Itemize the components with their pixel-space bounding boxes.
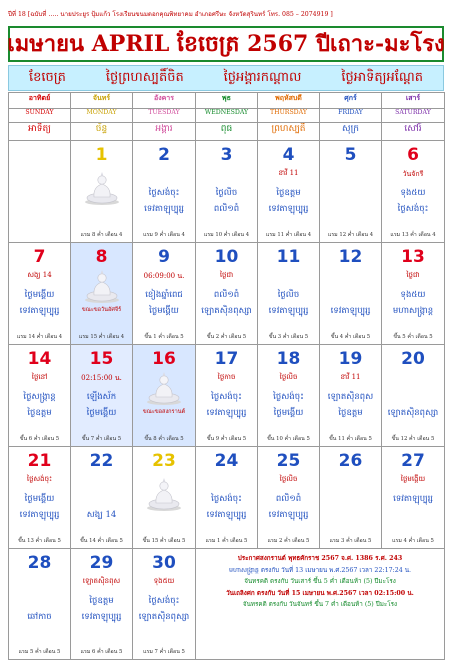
day-number: 7: [33, 247, 46, 267]
day-number: 16: [152, 349, 176, 369]
lunar-date: แรม 4 ค่ำ เดือน 5: [392, 538, 434, 544]
banner-item: ថ្ងៃព្រហស្បតិ៍ចិត: [105, 69, 184, 85]
day-note-l3: ឆៅកាច: [27, 612, 52, 622]
day-note-l1: ថ្ងៃជា: [406, 271, 420, 279]
day-cell: [9, 447, 71, 549]
day-note-l2: ថ្ងៃមង្គើយ: [24, 290, 55, 300]
lunar-date: แรม 10 ค่ำ เดือน 4: [203, 232, 250, 238]
day-note-l2: ថ្ងៃលិច: [277, 290, 300, 300]
holiday-note: ขณะขอวันอัศจีร์: [81, 307, 122, 313]
day-note-l2: ថ្ងៃសង្ក្រាន្ត: [23, 392, 56, 402]
day-note-l3: ថ្ងៃឧត្តម: [338, 408, 363, 418]
day-note-l1: ទុង៥យ: [153, 577, 175, 585]
day-number: 26: [338, 451, 363, 471]
lunar-date: แรม 3 ค่ำ เดือน 5: [329, 538, 372, 544]
day-note-l3: ទេវតាឡុប្បុរ្ស: [144, 204, 184, 214]
day-number: 28: [27, 553, 52, 573]
buddha-icon: [145, 477, 183, 511]
day-cell: [196, 141, 258, 243]
day-note-l1: ថ្ងៃលិច: [279, 475, 298, 483]
lunar-date: แรม 15 ค่ำ เดือน 4: [78, 334, 125, 340]
day-note-l3: ពលិ១ពំ: [213, 204, 240, 214]
weekday-khmer: សុក្រ: [320, 123, 382, 141]
day-number: 22: [89, 451, 114, 471]
banner-item: ខែចេត្រ: [28, 69, 66, 85]
day-note-l3: ទេវតាឡុប្បុរ្ស: [81, 612, 122, 622]
day-note-l1: សង្ឃ 14: [27, 271, 52, 279]
day-note-l3: ទេវតាឡុប្បុរ្ស: [268, 510, 309, 520]
day-cell: [382, 447, 445, 549]
lunar-date: แรม 8 ค่ำ เดือน 4: [80, 232, 123, 238]
lunar-date: แรม 14 ค่ำ เดือน 4: [16, 334, 63, 340]
day-cell: [382, 141, 445, 243]
day-cell: [196, 345, 258, 447]
lunar-date: แรม 2 ค่ำ เดือน 5: [267, 538, 310, 544]
buddha-icon: [83, 171, 121, 205]
day-note-l2: ឡោតស៊ិនពុស: [327, 392, 374, 402]
day-cell: [133, 345, 196, 447]
day-note-l3: មហាសង្ក្រាន្ត: [392, 306, 434, 316]
day-note-l3: សង្ឃ 14: [86, 510, 117, 520]
weekday-thai: อังคาร: [133, 93, 196, 109]
day-cell: [258, 447, 320, 549]
day-note-l2: ថ្ងៃសង់ចុះ: [211, 494, 242, 504]
week-row: [9, 447, 445, 549]
day-cell: [71, 243, 133, 345]
day-number: 11: [276, 247, 301, 267]
weekday-english: TUESDAY: [133, 109, 196, 123]
day-number: 2: [158, 145, 170, 165]
day-note-l2: ថ្ងៃសង់ចុះ: [273, 392, 304, 402]
songkran-info: [200, 553, 440, 611]
day-note-l3: ថ្ងៃមង្គើយ: [86, 408, 117, 418]
day-note-l2: ទុង៥យ: [400, 188, 426, 198]
day-number: 27: [401, 451, 425, 471]
day-number: 13: [401, 247, 425, 267]
weekday-khmer: ព្រហស្បតិ៍: [258, 123, 320, 141]
page-title: เมษายน APRIL ខែចេត្រ 2567 ปีเถาะ-มะโรง: [7, 31, 445, 57]
day-note-l3: ទេវតាឡុប្បុរ្ស: [19, 306, 60, 316]
day-note-l3: ទេវតាឡុប្បុរ្ស: [330, 306, 371, 316]
day-cell: [9, 345, 71, 447]
day-note-l2: ថ្ងៃឧត្តម: [89, 596, 114, 606]
day-note-l2: ពលិ១ពំ: [275, 494, 302, 504]
weekday-khmer: អាទិត្យ: [9, 123, 71, 141]
weekday-english: SATURDAY: [382, 109, 445, 123]
day-note-l1: ថ្ងៃមង្គើយ: [400, 475, 426, 483]
lunar-date: ขึ้น 14 ค่ำ เดือน 5: [80, 538, 123, 544]
day-cell: [382, 243, 445, 345]
calendar-grid: [8, 92, 445, 660]
day-note-l1: ឡោតស៊ិនពុស: [82, 577, 121, 585]
info-line4: วันเถลิงศก ตรงกับ วันที่ 15 เมษายน พ.ศ.2567 เวลา 02:15:00 น.: [226, 589, 414, 597]
day-cell: [133, 243, 196, 345]
day-number: 20: [401, 349, 425, 369]
songkran-info-cell: [196, 549, 445, 660]
day-number: 29: [89, 553, 114, 573]
day-cell: [71, 447, 133, 549]
day-number: 9: [158, 247, 170, 267]
week-row: [9, 141, 445, 243]
day-number: 25: [276, 451, 301, 471]
title-box: [8, 26, 444, 62]
day-number: 30: [152, 553, 176, 573]
day-note-l3: ថ្ងៃឧត្តម: [27, 408, 52, 418]
day-note-l3: ទេវតាឡុប្បុរ្ស: [206, 510, 247, 520]
day-cell: [133, 549, 196, 660]
day-note-l1: 02:15:00 น.: [81, 374, 122, 382]
day-cell: [9, 549, 71, 660]
lunar-date: ขึ้น 10 ค่ำ เดือน 5: [267, 436, 310, 442]
day-number: 12: [338, 247, 363, 267]
day-note-l2: ខៀងឆ្នាំពេជ: [145, 290, 183, 300]
day-cell: [9, 243, 71, 345]
day-number: 19: [338, 349, 363, 369]
lunar-date: ขึ้น 7 ค่ำ เดือน 5: [81, 436, 122, 442]
day-number: 5: [344, 145, 357, 165]
info-line3: จันทรคติ ตรงกับ วันเสาร์ ขึ้น 5 ค่ำ เดือนห้า (5) ปีมะโรง: [244, 578, 396, 585]
day-note-l1: ថ្ងៃលិច: [279, 373, 298, 381]
weekday-thai: พฤหัสบดี: [258, 93, 320, 109]
day-cell: [71, 345, 133, 447]
day-cell: [258, 243, 320, 345]
weekday-english: SUNDAY: [9, 109, 71, 123]
lunar-date: แรม 11 ค่ำ เดือน 4: [265, 232, 312, 238]
day-number: 21: [27, 451, 52, 471]
day-number: 10: [214, 247, 239, 267]
day-note-l2: ទេវតាឡុប្បុរ្ស: [393, 494, 433, 504]
lunar-date: ขึ้น 12 ค่ำ เดือน 5: [391, 436, 435, 442]
day-number: 14: [27, 349, 52, 369]
day-note-l3: ឡោតស៊ិនពុស្សា: [201, 306, 252, 316]
banner-item: ថ្ងៃអង្គារកណ្ដាល: [223, 69, 302, 85]
weekday-thai: ศุกร์: [320, 93, 382, 109]
day-cell: [320, 243, 382, 345]
day-number: 3: [220, 145, 233, 165]
day-note-l1: ថ្ងៃកាច: [217, 373, 236, 381]
weekday-thai-row: [9, 93, 445, 109]
day-cell: [320, 345, 382, 447]
week-row: [9, 549, 445, 660]
khmer-banner: [8, 65, 444, 91]
day-cell: [258, 345, 320, 447]
day-number: 23: [152, 451, 176, 471]
day-note-l1: 06:09:00 น.: [143, 272, 185, 280]
day-note-l2: ថ្ងៃសង់ចុះ: [211, 392, 242, 402]
day-note-l3: ឡោតស៊ិនពុស្សា: [387, 408, 439, 418]
lunar-date: แรม 13 ค่ำ เดือน 4: [390, 232, 436, 238]
day-cell: [71, 141, 133, 243]
lunar-date: แรม 12 ค่ำ เดือน 4: [327, 232, 374, 238]
day-note-l1: ខាវី 11: [278, 169, 299, 177]
weekday-english-row: [9, 109, 445, 123]
lunar-date: ขึ้น 3 ค่ำ เดือน 5: [268, 334, 309, 340]
day-note-l3: ថ្ងៃមង្គើយ: [273, 408, 304, 418]
weekday-khmer: អង្គារ: [133, 123, 196, 141]
lunar-date: ขึ้น 11 ค่ำ เดือน 5: [329, 436, 372, 442]
day-note-l1: ថ្ងៃនៅ: [31, 373, 48, 381]
lunar-date: ขึ้น 6 ค่ำ เดือน 5: [19, 436, 60, 442]
weekday-khmer-row: [9, 123, 445, 141]
day-cell: [258, 141, 320, 243]
weekday-english: FRIDAY: [320, 109, 382, 123]
lunar-date: แรม 6 ค่ำ เดือน 5: [80, 649, 123, 655]
day-note-l2: ថ្ងៃឧត្តម: [276, 188, 301, 198]
weekday-thai: พุธ: [196, 93, 258, 109]
weekday-english: THURSDAY: [258, 109, 320, 123]
weekday-khmer: ច័ន្ទ: [71, 123, 133, 141]
day-number: 18: [276, 349, 301, 369]
header-note: ปีที่ 18 [ฉบับที่ ….. นายประยูร ปุ้มแก้ว โรงเรียนขนมดอกคุณพิทยาคม อำเภอศรีษะ จังหวัดสุรินทร์ โทร. 085 – 2074919 ]: [8, 11, 333, 18]
lunar-date: แรม 7 ค่ำ เดือน 5: [143, 649, 185, 655]
buddha-icon: [83, 269, 121, 303]
day-note-l3: ថ្ងៃមង្គើយ: [149, 306, 179, 316]
weekday-thai: อาทิตย์: [9, 93, 71, 109]
day-note-l1: ថ្ងៃសង់ចុះ: [26, 475, 53, 483]
lunar-date: แรม 5 ค่ำ เดือน 5: [18, 649, 61, 655]
day-note-l2: ថ្ងៃសង់ចុះ: [148, 596, 180, 606]
weekday-english: WEDNESDAY: [196, 109, 258, 123]
day-number: 17: [214, 349, 239, 369]
day-number: 1: [95, 145, 108, 165]
day-cell: [133, 447, 196, 549]
day-number: 8: [95, 247, 108, 267]
lunar-date: ขึ้น 2 ค่ำ เดือน 5: [206, 334, 247, 340]
day-note-l3: ទេវតាឡុប្បុរ្ស: [268, 204, 309, 214]
lunar-date: ขึ้น 8 ค่ำ เดือน 5: [144, 436, 184, 442]
day-note-l1: ថ្ងៃជា: [219, 271, 234, 279]
day-note-l3: ទេវតាឡុប្បុរ្ស: [19, 510, 60, 520]
day-cell: [320, 447, 382, 549]
day-cell: [71, 549, 133, 660]
day-number: 6: [407, 145, 419, 165]
week-row: [9, 345, 445, 447]
day-note-l3: ទេវតាឡុប្បុរ្ស: [206, 408, 247, 418]
day-note-l1: ខាវី 11: [340, 373, 361, 381]
info-line2: មហាសង្ក្រាន្ត ตรงกับ วันที่ 13 เมษายน พ.ศ.2567 เวลา 22:17:24 น.: [228, 566, 412, 574]
day-cell: [196, 447, 258, 549]
empty-day-cell: [9, 141, 71, 243]
banner-item: ថ្ងៃអាទិត្យអណ្ដែត: [341, 69, 424, 85]
info-line5: จันทรคติ ตรงกับ วันจันทร์ ขึ้น 7 ค่ำ เดือนห้า (5) ปีมะโรง: [242, 601, 398, 608]
day-note-l3: ទេវតាឡុប្បុរ្ស: [268, 306, 309, 316]
lunar-date: ขึ้น 9 ค่ำ เดือน 5: [206, 436, 247, 442]
day-cell: [133, 141, 196, 243]
weekday-thai: เสาร์: [382, 93, 445, 109]
day-note-l2: ពលិ១ពំ: [213, 290, 240, 300]
buddha-icon: [145, 371, 183, 405]
day-cell: [382, 345, 445, 447]
lunar-date: ขึ้น 1 ค่ำ เดือน 5: [144, 334, 184, 340]
day-note-l1: วันจักรี: [402, 170, 424, 178]
lunar-date: ขึ้น 15 ค่ำ เดือน 5: [142, 538, 186, 544]
lunar-date: ขึ้น 13 ค่ำ เดือน 5: [18, 538, 61, 544]
weekday-thai: จันทร์: [71, 93, 133, 109]
weekday-english: MONDAY: [71, 109, 133, 123]
lunar-date: ขึ้น 5 ค่ำ เดือน 5: [393, 334, 433, 340]
weeks-body: [9, 141, 445, 660]
week-row: [9, 243, 445, 345]
day-note-l2: ឡើងស័ក: [86, 392, 117, 402]
day-note-l2: ថ្ងៃសង់ចុះ: [148, 188, 180, 198]
day-number: 15: [89, 349, 114, 369]
weekday-khmer: សៅរ៍: [382, 123, 445, 141]
day-cell: [196, 243, 258, 345]
lunar-date: ขึ้น 4 ค่ำ เดือน 5: [330, 334, 371, 340]
weekday-khmer: ពុធ: [196, 123, 258, 141]
info-line1: ประกาศสงกรานต์ พุทธศักราช 2567 จ.ศ. 1386 ร.ศ. 243: [237, 555, 403, 562]
day-note-l2: ទុង៥យ: [400, 290, 426, 300]
day-note-l3: ឡោតស៊ិនពុស្សា: [138, 612, 190, 622]
day-note-l2: ថ្ងៃលិច: [215, 188, 238, 198]
lunar-date: แรม 9 ค่ำ เดือน 4: [143, 232, 185, 238]
day-number: 24: [214, 451, 239, 471]
lunar-date: แรม 1 ค่ำ เดือน 5: [205, 538, 248, 544]
day-cell: [320, 141, 382, 243]
day-note-l2: ថ្ងៃមង្គើយ: [24, 494, 55, 504]
day-number: 4: [282, 145, 295, 165]
day-note-l3: ថ្ងៃសង់ចុះ: [397, 204, 429, 214]
holiday-note: ขณะขอสงกรานต์: [142, 409, 186, 415]
